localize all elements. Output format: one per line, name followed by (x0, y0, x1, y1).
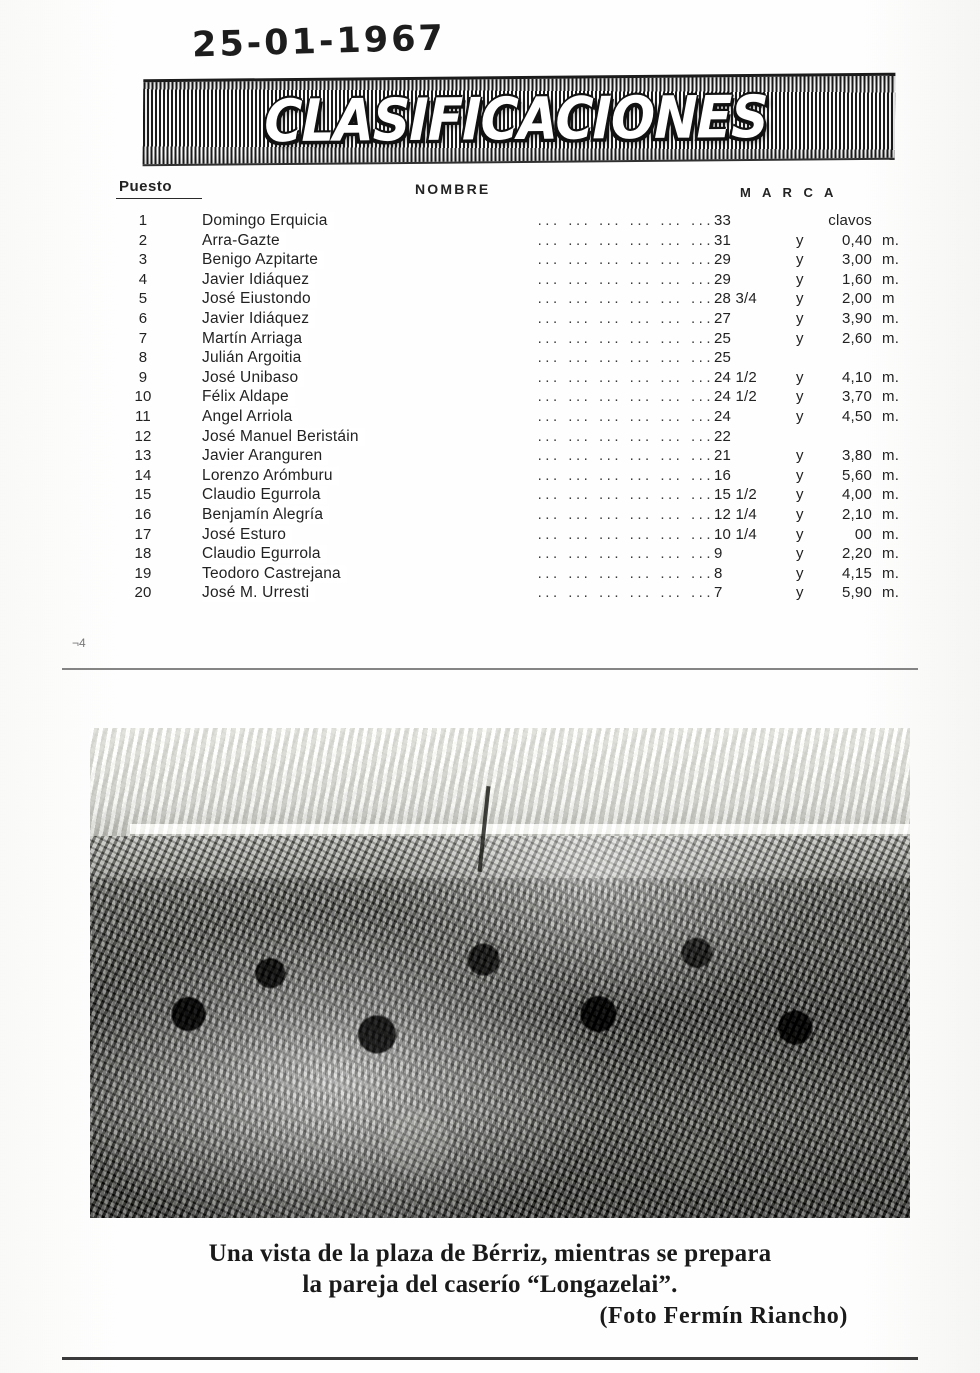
leader-dots-text: ... ... ... ... ... ... (537, 427, 714, 445)
cell-distance: 2,00 (842, 290, 872, 308)
cell-name: Javier Idiáquez (202, 271, 315, 289)
cell-y-sep: y (796, 270, 804, 288)
cell-position: 8 (138, 349, 148, 367)
photo-sky-region (90, 728, 910, 836)
leader-dots-text: ... ... ... ... ... ... (537, 564, 714, 582)
cell-distance: 4,15 (842, 564, 872, 582)
cell-position: 5 (138, 290, 148, 308)
cell-position: 4 (138, 270, 148, 288)
cell-name: Teodoro Castrejana (202, 565, 347, 583)
cell-distance: 3,90 (842, 309, 872, 327)
cell-position: 9 (138, 368, 148, 386)
cell-mark: 15 1/2 (714, 486, 757, 504)
cell-mark: 31 (714, 231, 732, 249)
cell-distance: 2,20 (842, 545, 872, 563)
table-row (110, 408, 910, 428)
cell-mark: 22 (714, 427, 732, 445)
cell-mark: 7 (714, 584, 723, 602)
table-row (110, 428, 910, 448)
cell-name: José Eiustondo (202, 290, 317, 308)
leader-dots-text: ... ... ... ... ... ... (537, 447, 714, 465)
cell-position: 11 (135, 407, 151, 425)
cell-name: Julián Argoitia (202, 349, 308, 367)
cell-position: 20 (134, 584, 152, 602)
cell-name: Javier Aranguren (202, 447, 328, 465)
leader-dots-text: ... ... ... ... ... ... (537, 407, 714, 425)
cell-mark: 25 (714, 349, 732, 367)
section-divider-bottom (62, 1357, 918, 1360)
cell-mark: 9 (714, 545, 723, 563)
cell-distance: 3,00 (842, 251, 872, 269)
table-row (110, 526, 910, 546)
cell-mark: 8 (714, 564, 723, 582)
cell-name: Benjamín Alegría (202, 506, 329, 524)
cell-unit: m. (882, 368, 900, 386)
cell-unit: m. (882, 329, 900, 347)
leader-dots-text: ... ... ... ... ... ... (537, 270, 714, 288)
cell-name: Claudio Egurrola (202, 486, 327, 504)
cell-mark: 29 (714, 270, 732, 288)
cell-y-sep: y (796, 231, 804, 249)
photo-image (90, 728, 910, 1218)
table-row (110, 506, 910, 526)
cell-unit: m. (882, 251, 900, 269)
cell-y-sep: y (796, 525, 804, 543)
leader-dots-text: ... ... ... ... ... ... (537, 368, 714, 386)
cell-distance: 4,50 (842, 407, 872, 425)
cell-name: Claudio Egurrola (202, 545, 327, 563)
cell-distance: 2,60 (842, 329, 872, 347)
cell-unit: m. (882, 545, 900, 563)
masthead-title: CLASIFICACIONES (264, 84, 768, 156)
cell-y-sep: y (796, 486, 804, 504)
cell-unit: m. (882, 407, 900, 425)
cell-distance: clavos (828, 212, 872, 229)
cell-distance: 2,10 (842, 505, 872, 523)
cell-name: José Unibaso (202, 369, 304, 387)
photo-caption-line-1: Una vista de la plaza de Bérriz, mientras se prepara (208, 1240, 772, 1267)
leader-dots-text: ... ... ... ... ... ... (537, 251, 714, 269)
cell-position: 13 (134, 447, 152, 465)
leader-dots-text: ... ... ... ... ... ... (537, 231, 714, 249)
cell-y-sep: y (796, 584, 804, 602)
cell-name: José Manuel Beristáin (202, 428, 365, 446)
cell-y-sep: y (796, 368, 804, 386)
photograph (90, 728, 910, 1218)
cell-y-sep: y (796, 251, 804, 269)
cell-unit: m. (882, 564, 900, 582)
cell-position: 12 (134, 427, 152, 445)
table-row (110, 447, 910, 467)
photo-credit: (Foto Fermín Riancho) (599, 1303, 848, 1329)
table-row (110, 369, 910, 389)
cell-unit: m (882, 290, 895, 308)
leader-dots-text: ... ... ... ... ... ... (537, 584, 714, 602)
cell-position: 15 (134, 486, 152, 504)
cell-position: 17 (134, 525, 152, 543)
cell-y-sep: y (796, 447, 804, 465)
leader-dots-text: ... ... ... ... ... ... (537, 290, 714, 308)
leader-dots-text: ... ... ... ... ... ... (537, 525, 714, 543)
cell-mark: 24 1/2 (714, 368, 757, 386)
cell-distance: 4,00 (842, 486, 872, 504)
table-row (110, 584, 910, 604)
table-row (110, 251, 910, 271)
cell-name: Félix Aldape (202, 388, 295, 406)
column-header-mark: M A R C A (740, 185, 838, 200)
cell-position: 18 (134, 545, 152, 563)
cell-unit: m. (882, 270, 900, 288)
cell-unit: m. (882, 486, 900, 504)
cell-unit: m. (882, 388, 900, 406)
cell-name: José Esturo (202, 526, 292, 544)
cell-y-sep: y (796, 329, 804, 347)
leader-dots-text: ... ... ... ... ... ... (537, 545, 714, 563)
leader-dots-text: ... ... ... ... ... ... (537, 212, 714, 229)
cell-position: 19 (134, 564, 152, 582)
cell-position: 10 (134, 388, 152, 406)
leader-dots-text: ... ... ... ... ... ... (537, 309, 714, 327)
cell-y-sep: y (796, 564, 804, 582)
cell-distance: 5,90 (842, 584, 872, 602)
cell-position: 7 (138, 329, 148, 347)
table-row (110, 271, 910, 291)
column-header-position: Puesto (119, 178, 173, 195)
cell-unit: m. (882, 525, 900, 543)
cell-mark: 21 (714, 447, 732, 465)
cell-mark: 28 3/4 (714, 290, 757, 308)
table-row (110, 330, 910, 350)
cell-position: 16 (134, 505, 152, 523)
table-row (110, 486, 910, 506)
cell-y-sep: y (796, 309, 804, 327)
table-row (110, 290, 910, 310)
leader-dots-text: ... ... ... ... ... ... (537, 329, 714, 347)
cell-distance: 3,70 (842, 388, 872, 406)
handwritten-date-stamp: 25-01-1967 (191, 18, 447, 66)
cell-mark: 29 (714, 251, 732, 269)
photo-caption-line-2: la pareja del caserío “Longazelai”. (302, 1271, 678, 1298)
column-header-name: NOMBRE (415, 181, 491, 197)
cell-name: Angel Arriola (202, 408, 298, 426)
cell-position: 6 (138, 309, 148, 327)
cell-unit: m. (882, 447, 900, 465)
cell-distance: 0,40 (842, 231, 872, 249)
section-divider-top (62, 668, 918, 670)
cell-mark: 10 1/4 (714, 525, 757, 543)
cell-name: José M. Urresti (202, 584, 315, 602)
cell-mark: 33 (714, 212, 732, 229)
cell-name: Javier Idiáquez (202, 310, 315, 328)
table-row (110, 388, 910, 408)
table-header-row (110, 178, 910, 208)
photo-light-band (130, 824, 910, 834)
cell-y-sep: y (796, 505, 804, 523)
cell-unit: m. (882, 505, 900, 523)
cell-position: 1 (138, 212, 148, 229)
leader-dots-text: ... ... ... ... ... ... (537, 505, 714, 523)
cell-y-sep: y (796, 545, 804, 563)
cell-y-sep: y (796, 290, 804, 308)
cell-unit: m. (882, 231, 900, 249)
cell-position: 2 (138, 231, 148, 249)
cell-distance: 00 (854, 525, 872, 543)
leader-dots-text: ... ... ... ... ... ... (537, 466, 714, 484)
cell-name: Lorenzo Arómburu (202, 467, 339, 485)
cell-distance: 3,80 (842, 447, 872, 465)
cell-mark: 24 1/2 (714, 388, 757, 406)
photo-crowd-region (90, 878, 910, 1218)
cell-unit: m. (882, 466, 900, 484)
table-row (110, 349, 910, 369)
cell-name: Martín Arriaga (202, 330, 308, 348)
table-body (110, 212, 910, 604)
cell-y-sep: y (796, 388, 804, 406)
cell-name: Benigo Azpitarte (202, 251, 324, 269)
scan-edge-mark: ¬4 (72, 636, 86, 650)
cell-position: 3 (138, 251, 148, 269)
cell-mark: 25 (714, 329, 732, 347)
cell-mark: 16 (714, 466, 732, 484)
cell-name: Arra-Gazte (202, 232, 286, 250)
cell-unit: m. (882, 309, 900, 327)
cell-y-sep: y (796, 407, 804, 425)
leader-dots-text: ... ... ... ... ... ... (537, 486, 714, 504)
cell-mark: 27 (714, 309, 732, 327)
cell-name: Domingo Erquicia (202, 212, 334, 230)
leader-dots-text: ... ... ... ... ... ... (537, 388, 714, 406)
cell-distance: 4,10 (842, 368, 872, 386)
photo-caption (60, 1238, 920, 1300)
cell-distance: 1,60 (842, 270, 872, 288)
cell-mark: 12 1/4 (714, 505, 757, 523)
table-row (110, 565, 910, 585)
cell-mark: 24 (714, 407, 732, 425)
cell-unit: m. (882, 584, 900, 602)
table-row (110, 232, 910, 252)
header-underline (116, 198, 202, 199)
masthead-banner (143, 73, 896, 167)
cell-distance: 5,60 (842, 466, 872, 484)
cell-position: 14 (134, 466, 152, 484)
table-row (110, 310, 910, 330)
table-row (110, 467, 910, 487)
cell-y-sep: y (796, 466, 804, 484)
leader-dots-text: ... ... ... ... ... ... (537, 349, 714, 367)
table-row (110, 212, 910, 232)
table-row (110, 545, 910, 565)
results-table (110, 178, 910, 604)
